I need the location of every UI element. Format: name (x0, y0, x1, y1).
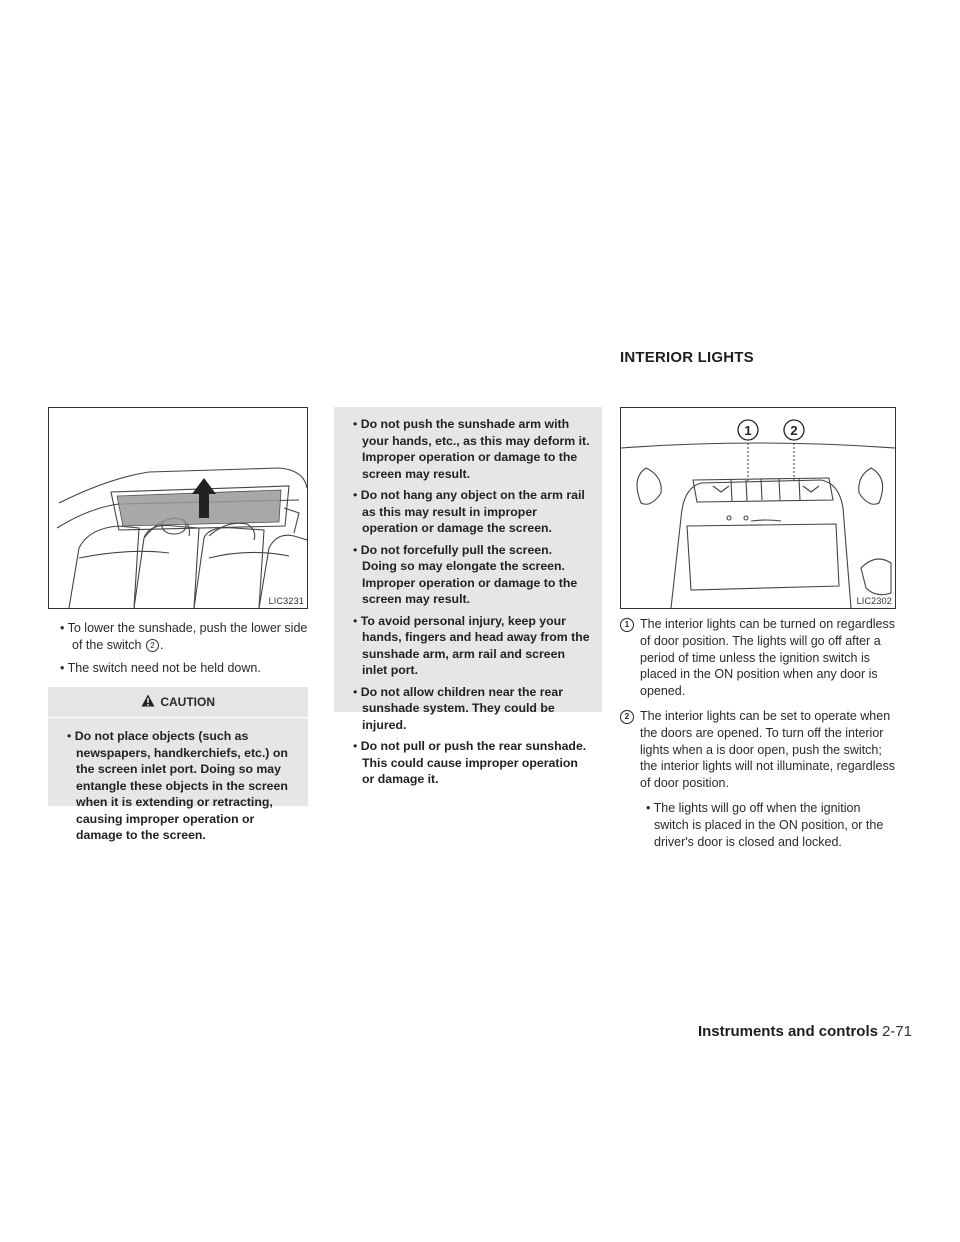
sunshade-figure (48, 407, 308, 609)
right-column-text (620, 616, 898, 850)
overhead-console-illustration (621, 408, 895, 608)
bullet-lower-sunshade: • To lower the sunshade, push the lower side of the switch 2 . (48, 620, 308, 654)
caution-list-left (48, 718, 308, 857)
warning-triangle-icon (141, 688, 155, 718)
caution-box-left (48, 687, 308, 842)
callout-2-ref: 2 (146, 639, 159, 652)
paragraph-2: 2 The interior lights can be set to operate when the doors are opened. To turn off the interior lights when a is door open, push the switch; the interior lights will not illuminate, regardless of door position. (620, 708, 898, 792)
caution-heading: CAUTION (48, 687, 308, 717)
page-number: 2-71 (881, 1023, 912, 1040)
caution-item: • Do not pull or push the rear sunshade. This could cause improper operation or damage it. (348, 738, 590, 788)
caution-box-middle (334, 407, 602, 786)
caution-item: • Do not place objects (such as newspapers, handkerchiefs, etc.) on the screen inlet port. Doing so may entangle these objects in the screen when it is extending or retracting, causing improper operation or damage to the screen. (62, 728, 296, 844)
page-footer (698, 1023, 912, 1040)
paragraph-1: 1 The interior lights can be turned on regardless of door position. The lights will go off after a period of time unless the ignition switch is placed in the ON position when any door is opened. (620, 616, 898, 700)
caution-item: • Do not hang any object on the arm rail as this may result in improper operation or damage the screen. (348, 487, 590, 537)
caution-item: • To avoid personal injury, keep your hands, fingers and head away from the sunshade arm, arm rail and screen inlet port. (348, 613, 590, 679)
figure-code: LIC2302 (856, 596, 892, 606)
section-title: INTERIOR LIGHTS (620, 349, 754, 366)
callout-1: 1 (744, 423, 752, 438)
number-badge-2: 2 (620, 710, 634, 724)
callout-2: 2 (790, 423, 798, 438)
sub-bullet-lights-off: • The lights will go off when the ignition switch is placed in the ON position, or the driver's door is closed and locked. (620, 800, 898, 850)
caution-item: • Do not forcefully pull the screen. Doing so may elongate the screen. Improper operation or damage to the screen may result. (348, 542, 590, 608)
sunshade-illustration (49, 408, 307, 608)
bullet-switch-hold: • The switch need not be held down. (48, 660, 308, 677)
left-column-text (48, 620, 308, 683)
number-badge-1: 1 (620, 618, 634, 632)
chapter-title: Instruments and controls (697, 1023, 878, 1040)
figure-code: LIC3231 (268, 596, 304, 606)
caution-list-middle (334, 407, 602, 801)
caution-item: • Do not push the sunshade arm with your hands, etc., as this may deform it. Improper operation or damage to the screen may result. (348, 416, 590, 482)
interior-lights-figure (620, 407, 896, 609)
caution-item: • Do not allow children near the rear sunshade system. They could be injured. (348, 684, 590, 734)
